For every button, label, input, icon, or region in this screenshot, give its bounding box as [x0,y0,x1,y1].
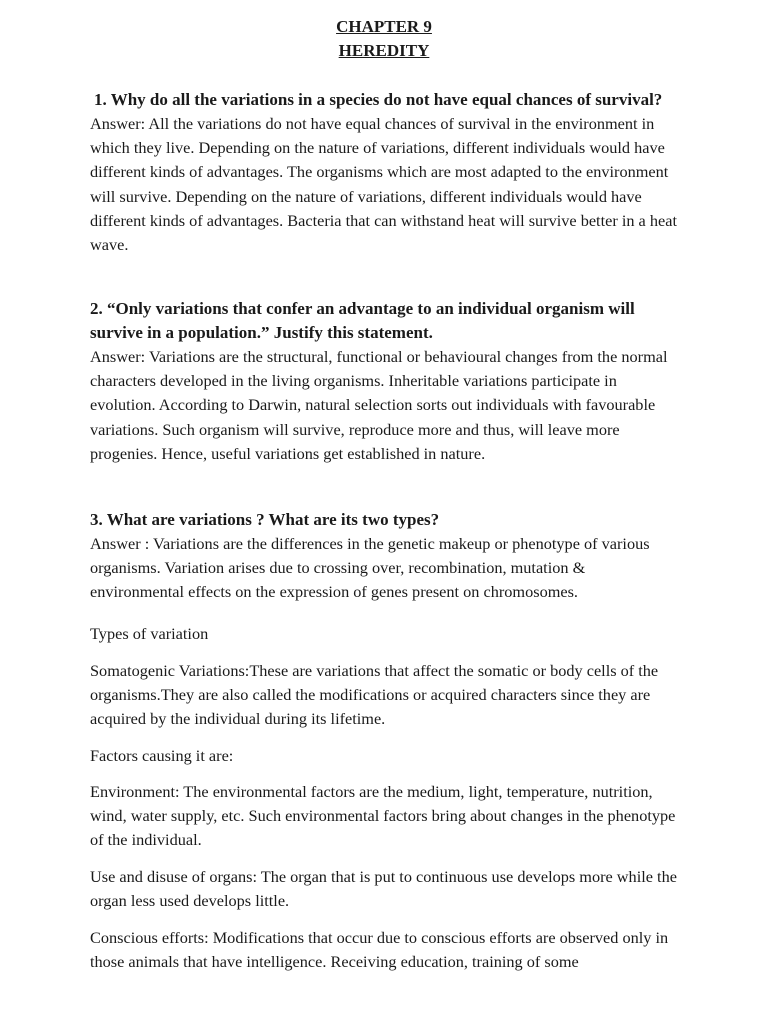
answer-3: Answer : Variations are the differences in the genetic makeup or phenotype of various organisms. Variation arises due to crossing over, recombination, mutation & environmental effects on the expression of genes present on chromosomes. [90,534,650,602]
environment-paragraph: Environment: The environmental factors are the medium, light, temperature, nutrition, wind, water supply, etc. Such environmental factors bring about changes in the phenotype of the individual. [90,782,676,850]
somatogenic-section [90,659,680,732]
conscious-section [90,926,680,974]
question-3: 3. What are variations ? What are its two types? [90,510,440,529]
environment-section [90,780,680,853]
factors-heading: Factors causing it are: [90,746,234,765]
somatogenic-paragraph: Somatogenic Variations:These are variations that affect the somatic or body cells of the organisms.They are also called the modifications or acquired characters since they are acquired by the individual during its lifetime. [90,661,659,729]
factors-heading-section [90,744,680,768]
answer-1: Answer: All the variations do not have equal chances of survival in the environment in which they live. Depending on the nature of variations, different individuals would have different kinds of advantages. The organisms which are most adapted to the environment will survive. Depending on the nature of variations, different individuals would have different kinds of advantages. Bacteria that can withstand heat will survive better in a heat wave. [90,114,677,255]
answer-2: Answer: Variations are the structural, functional or behavioural changes from the normal characters developed in the living organisms. Inheritable variations participate in evolution. According to Darwin, natural selection sorts out individuals with favourable variations. Such organism will survive, reproduce more and thus, will leave more progenies. Hence, useful variations get established in nature. [90,347,668,463]
types-heading-section [90,622,680,646]
chapter-number: CHAPTER 9 [336,17,432,36]
question-3-section [90,508,680,605]
conscious-paragraph: Conscious efforts: Modifications that occur due to conscious efforts are observed only in those animals that have intelligence. Receiving education, training of some [90,928,669,972]
question-2: 2. “Only variations that confer an advantage to an individual organism will survive in a population.” Justify this statement. [90,299,635,342]
use-disuse-paragraph: Use and disuse of organs: The organ that is put to continuous use develops more while the organ less used develops little. [90,867,677,911]
types-heading: Types of variation [90,624,209,643]
use-disuse-section [90,865,680,913]
question-1: 1. Why do all the variations in a species do not have equal chances of survival? [94,90,663,109]
chapter-title: HEREDITY [338,41,430,60]
question-1-section [90,88,680,257]
question-2-section [90,297,680,466]
